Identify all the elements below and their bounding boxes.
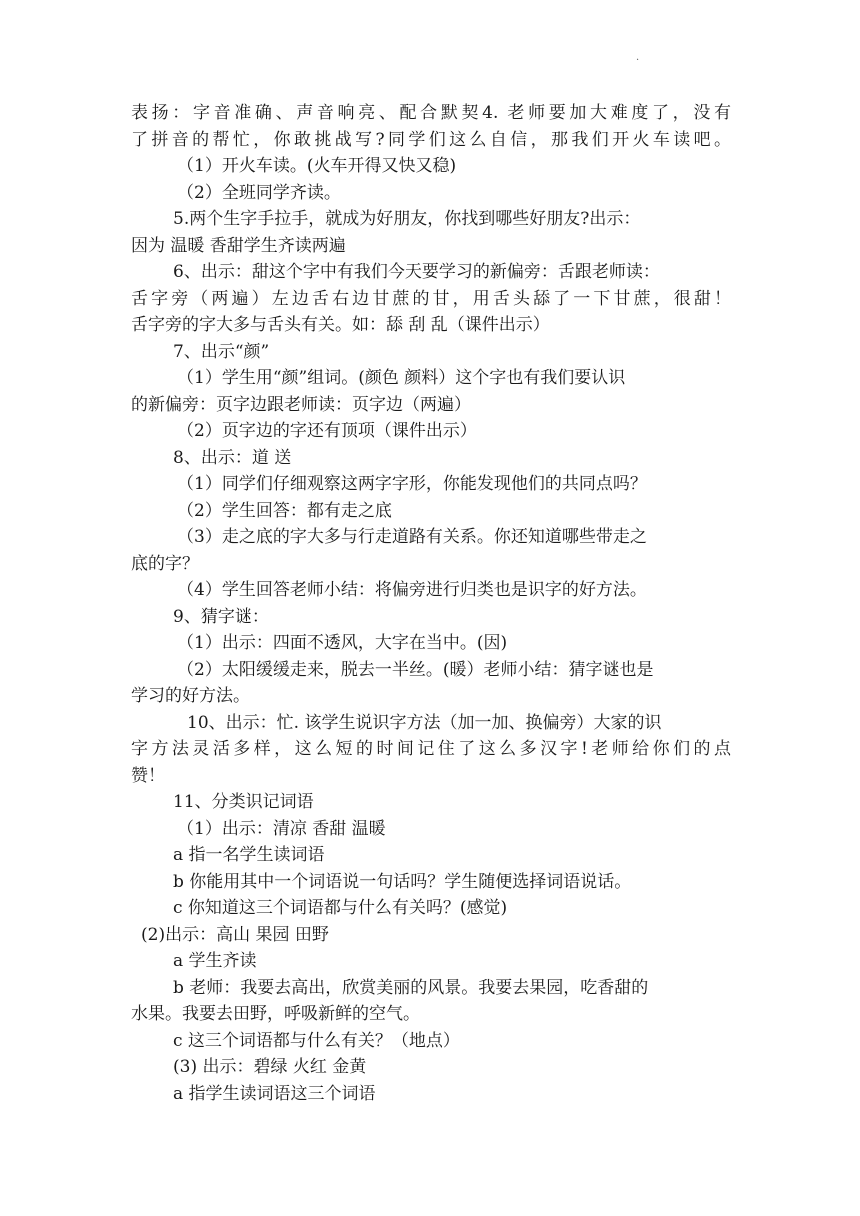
text-line: （1）开火车读。(火车开得又快又稳) [177, 156, 457, 176]
text-line: 赞！ [131, 765, 165, 786]
text-line: 6、出示：甜这个字中有我们今天要学习的新偏旁：舌跟老师读： [173, 262, 660, 282]
text-line: （1）学生用“颜”组词。(颜色 颜料）这个字也有我们要认识 [177, 368, 626, 388]
lesson-text [131, 100, 731, 1107]
text-line: （2）页字边的字还有顶项（课件出示） [177, 421, 477, 441]
text-line: 11、分类识记词语 [173, 792, 314, 812]
text-line: 10、出示：忙. 该学生说识字方法（加一加、换偏旁）大家的识 [187, 712, 662, 733]
text-line: b 老师：我要去高出，欣赏美丽的风景。我要去果园，吃香甜的 [173, 977, 649, 998]
text-line: 学习的好方法。 [131, 686, 250, 706]
text-line: 水果。我要去田野，呼吸新鲜的空气。 [131, 1004, 420, 1024]
text-line: 了拼音的帮忙，你敢挑战写?同学们这么自信，那我们开火车读吧。 [131, 129, 731, 150]
text-line: (2)出示：高山 果园 田野 [141, 924, 329, 945]
text-line: (3) 出示：碧绿 火红 金黄 [173, 1057, 367, 1077]
text-line: b 你能用其中一个词语说一句话吗？学生随便选择词语说话。 [173, 871, 632, 892]
text-line: 因为 温暖 香甜学生齐读两遍 [131, 235, 346, 256]
text-line: a 学生齐读 [173, 951, 257, 971]
text-line: 7、出示“颜” [173, 341, 270, 362]
text-line: （1）同学们仔细观察这两字字形，你能发现他们的共同点吗？ [177, 474, 647, 494]
text-line: a 指学生读词语这三个词语 [173, 1083, 376, 1104]
text-line: 字方法灵活多样，这么短的时间记住了这么多汉字!老师给你们的点 [131, 739, 731, 759]
text-line: （2）全班同学齐读。 [177, 182, 341, 203]
text-line: 底的字？ [131, 553, 199, 574]
text-line: （2）太阳缓缓走来，脱去一半丝。(暖）老师小结：猜字谜也是 [177, 659, 654, 680]
text-line: （1）出示：清凉 香甜 温暖 [177, 818, 386, 839]
page-marker: · [636, 55, 640, 66]
text-line: （4）学生回答老师小结：将偏旁进行归类也是识字的好方法。 [177, 580, 647, 600]
text-line: 5.两个生字手拉手，就成为好朋友，你找到哪些好朋友?出示： [173, 209, 641, 229]
text-line: 9、猜字谜： [173, 606, 269, 627]
text-line: 舌字旁（两遍）左边舌右边甘蔗的甘，用舌头舔了一下甘蔗，很甜！ [131, 288, 731, 309]
text-line: （1）出示：四面不透风，大字在当中。(因) [177, 633, 508, 653]
text-line: （3）走之底的字大多与行走道路有关系。你还知道哪些带走之 [177, 527, 647, 547]
text-line: 表扬：字音准确、声音响亮、配合默契4. 老师要加大难度了，没有 [131, 103, 731, 123]
text-line: （2）学生回答：都有走之底 [177, 500, 392, 521]
text-line: 舌字旁的字大多与舌头有关。如：舔 刮 乱（课件出示） [131, 315, 550, 335]
text-line: c 这三个词语都与什么有关？（地点） [173, 1030, 460, 1051]
text-line: 8、出示：道 送 [173, 447, 292, 468]
text-line: 的新偏旁：页字边跟老师读：页字边（两遍） [131, 394, 471, 415]
text-line: a 指一名学生读词语 [173, 845, 325, 865]
text-line: c 你知道这三个词语都与什么有关吗？(感觉) [173, 898, 508, 918]
